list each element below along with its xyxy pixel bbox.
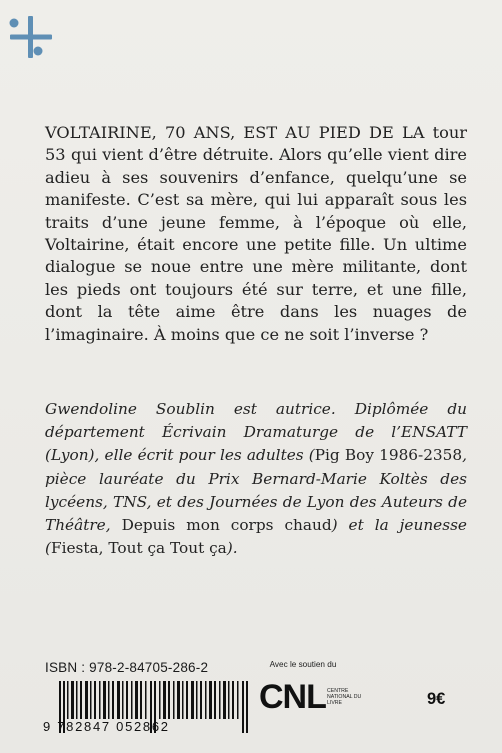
barcode-digits: 9 782847 052862 xyxy=(43,719,170,734)
cnl-logo-subtitle: CENTRE NATIONAL DU LIVRE xyxy=(327,688,362,706)
plus-dots-icon xyxy=(8,14,54,60)
isbn-label: ISBN : 978-2-84705-286-2 xyxy=(45,660,209,675)
blurb-body: tour 53 qui vient d’être détruite. Alors qu’elle vient dire adieu à ses souvenirs d’enfance, quelqu’une se manifeste. C’est sa mère, qui lui apparaît sous les traits d’une jeune femme, à l’époque où elle, Voltairine, était encore une petite fille. Un ultime dialogue se noue entre une mère militante, dont les pieds ont toujours été sur terre, et une fille, dont la tête aime être dans les nuages de l’imaginaire. À moins que ce ne soit l’inverse ? xyxy=(45,123,467,344)
bio-title-depuis-mon-corps-chaud: Depuis mon corps chaud xyxy=(121,516,332,535)
author-bio xyxy=(45,398,467,560)
summary-blurb xyxy=(45,122,467,346)
bio-title-pig-boy: Pig Boy 1986-2358 xyxy=(314,446,463,465)
support-label: Avec le soutien du xyxy=(269,660,337,669)
bio-part-2: , pièce lauréate du Prix Bernard-Marie Koltès des lycéens, TNS, et des Journées de Lyon des Auteurs de Théâtre, xyxy=(45,446,468,535)
bio-part-1: Gwendoline Soublin est autrice. Diplômée du département Écrivain Dramaturge de l’ENSATT (Lyon), elle écrit pour les adultes ( xyxy=(45,400,467,465)
bio-title-fiesta: Fiesta, Tout ça Tout ça xyxy=(50,539,227,558)
blurb-lead: VOLTAIRINE, 70 ANS, EST AU PIED DE LA xyxy=(45,123,425,142)
bio-part-3: ) et la jeunesse ( xyxy=(45,516,467,558)
price: 9€ xyxy=(427,690,446,708)
cnl-logo xyxy=(259,675,369,725)
bio-part-4: ). xyxy=(226,539,238,558)
cnl-logo-letters: CNL xyxy=(259,678,326,716)
